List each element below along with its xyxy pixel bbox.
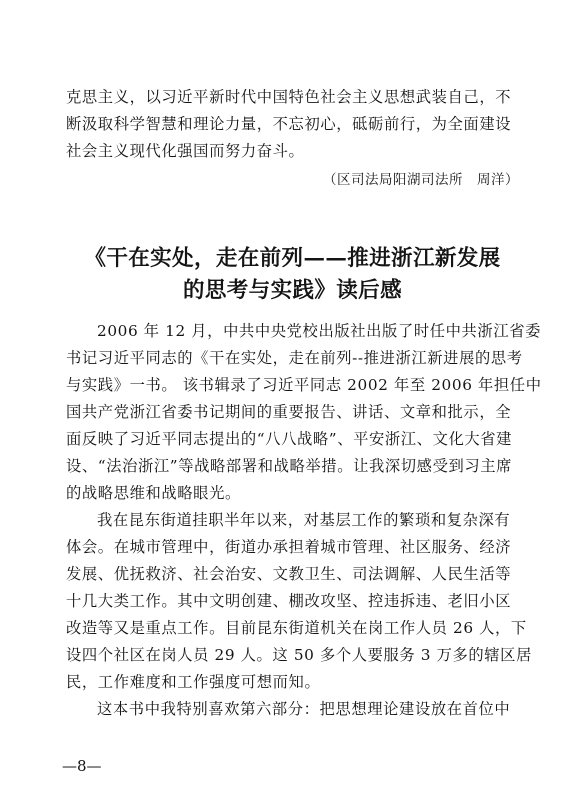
text-line: 的战略思维和战略眼光。: [66, 484, 241, 502]
text-line: 与实践》一书。 该书辑录了习近平同志 2002 年至 2006 年担任中: [66, 376, 542, 394]
text-line: 面反映了习近平同志提出的“八八战略”、平安浙江、文化大省建: [66, 430, 513, 448]
text-line: 2006 年 12 月，中共中央党校出版社出版了时任中共浙江省委: [97, 322, 542, 340]
title-line: 《干在实处，走在前列——推进浙江新发展: [84, 246, 501, 271]
text-line: 改造等又是重点工作。目前昆东街道机关在岗工作人员 26 人，下: [66, 619, 527, 637]
author-signature: （区司法局阳湖司法所 周洋）: [323, 172, 519, 188]
continuation-paragraph: [66, 84, 521, 165]
text-line: 设、“法治浙江”等战略部署和战略举措。让我深切感受到习主席: [66, 457, 513, 475]
text-line: 民，工作难度和工作强度可想而知。: [66, 673, 321, 691]
body-paragraph-3: [66, 696, 521, 723]
text-line: 发展、优抚救济、社会治安、文教卫生、司法调解、人民生活等: [66, 565, 512, 583]
text-line: 十几大类工作。其中文明创建、棚改攻坚、控违拆违、老旧小区: [66, 592, 512, 610]
text-line: 书记习近平同志的《干在实处，走在前列--推进浙江新进展的思考: [66, 349, 523, 367]
text-line: 社会主义现代化强国而努力奋斗。: [66, 142, 305, 160]
text-line: 克思主义，以习近平新时代中国特色社会主义思想武装自己，不: [66, 88, 512, 106]
text-line: 断汲取科学智慧和理论力量，不忘初心，砥砺前行，为全面建设: [66, 115, 512, 133]
text-line: 这本书中我特别喜欢第六部分：把思想理论建设放在首位中: [97, 700, 511, 718]
title-line: 的思考与实践》读后感: [182, 278, 402, 303]
text-line: 设四个社区在岗人员 29 人。这 50 多个人要服务 3 万多的辖区居: [66, 646, 532, 664]
page-number: —8—: [62, 757, 102, 775]
body-paragraph-2: [66, 507, 532, 696]
text-line: 体会。在城市管理中，街道办承担着城市管理、社区服务、经济: [66, 538, 512, 556]
body-paragraph-1: [66, 318, 542, 507]
article-title: [40, 243, 545, 307]
text-line: 我在昆东街道挂职半年以来，对基层工作的繁琐和复杂深有: [97, 511, 511, 529]
text-line: 国共产党浙江省委书记期间的重要报告、讲话、文章和批示，全: [66, 403, 512, 421]
